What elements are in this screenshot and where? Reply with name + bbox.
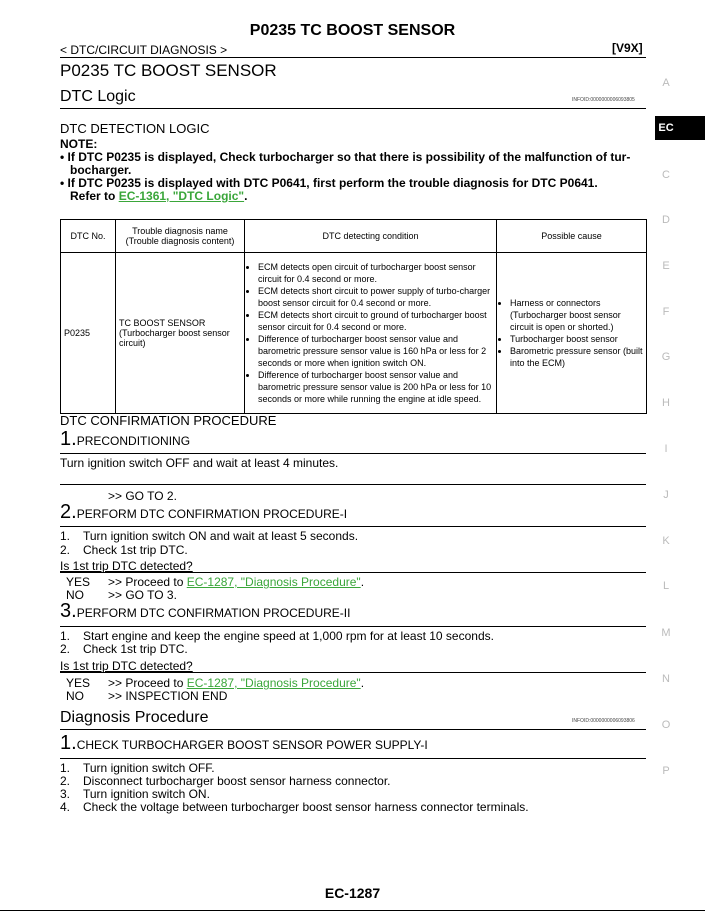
info-id: INFOID:0000000006093806 [572, 718, 635, 724]
confirmation-heading: DTC CONFIRMATION PROCEDURE [60, 413, 277, 428]
index-letter[interactable]: N [662, 673, 670, 685]
condition-item: • ECM detects short circuit to power supply of turbo-charger boost sensor circuit for 0.4 second or more. [258, 285, 493, 309]
note-2: • If DTC P0235 is displayed with DTC P0641, first perform the trouble diagnosis for DTC P0641. [60, 176, 598, 190]
header-condition: DTC detecting condition [245, 220, 497, 253]
step-2-question: Is 1st trip DTC detected? [60, 559, 193, 573]
index-letter[interactable]: D [662, 214, 670, 226]
index-letter[interactable]: A [662, 77, 670, 89]
step-2-no: NO >> GO TO 3. [66, 588, 177, 602]
step-3-item: 2. Check 1st trip DTC. [60, 642, 188, 656]
footer-divider [0, 910, 705, 911]
step-1-text: Turn ignition switch OFF and wait at least 4 minutes. [60, 456, 339, 470]
index-letter[interactable]: L [662, 580, 670, 592]
index-letter[interactable]: G [661, 351, 671, 363]
note-1-cont: bocharger. [70, 163, 132, 177]
divider [60, 453, 646, 454]
cell-condition [245, 253, 497, 414]
step-2-yes: YES >> Proceed to EC-1287, "Diagnosis Procedure". [66, 575, 365, 589]
section-title: P0235 TC BOOST SENSOR [60, 61, 277, 80]
table-header-row [61, 220, 647, 253]
step-2-item: 1. Turn ignition switch ON and wait at least 5 seconds. [60, 529, 359, 543]
diag-step-1-heading: 1.CHECK TURBOCHARGER BOOST SENSOR POWER SUPPLY-I [60, 732, 428, 754]
condition-item: • ECM detects open circuit of turbocharger boost sensor circuit for 0.4 second or more. [258, 261, 493, 285]
divider [60, 729, 646, 730]
step-2-heading: 2.PERFORM DTC CONFIRMATION PROCEDURE-I [60, 501, 348, 523]
note-label: NOTE: [60, 137, 98, 151]
table-row [61, 253, 647, 414]
dtc-table [60, 219, 647, 414]
index-letter[interactable]: H [662, 397, 670, 409]
cause-item: • Turbocharger boost sensor [510, 333, 643, 345]
diagnosis-procedure-link[interactable]: EC-1287, "Diagnosis Procedure" [186, 676, 361, 690]
diag-item: 2. Disconnect turbocharger boost sensor harness connector. [60, 774, 391, 788]
index-letter[interactable]: J [663, 489, 669, 501]
divider [60, 626, 646, 627]
note-1: • If DTC P0235 is displayed, Check turbocharger so that there is possibility of the malfunction of tur- [60, 150, 631, 164]
divider [60, 758, 646, 759]
dtc-logic-heading: DTC Logic [60, 88, 136, 105]
cell-cause [497, 253, 647, 414]
cause-item: • Harness or connectors (Turbocharger boost sensor circuit is open or shorted.) [510, 297, 643, 333]
header-dtc-no: DTC No. [61, 220, 116, 253]
condition-item: • Difference of turbocharger boost sensor value and barometric pressure sensor value is 160 hPa or less for 2 seconds or more when ignition switch ON. [258, 333, 493, 369]
info-id: INFOID:0000000006093805 [572, 97, 635, 103]
diag-item: 4. Check the voltage between turbocharger boost sensor harness connector terminals. [60, 800, 529, 814]
step-3-question: Is 1st trip DTC detected? [60, 659, 193, 673]
header-divider [60, 57, 646, 58]
index-letter[interactable]: E [662, 260, 670, 272]
index-letter[interactable]: I [664, 443, 668, 455]
header-cause: Possible cause [497, 220, 647, 253]
model-code: [V9X] [612, 41, 643, 55]
diag-item: 1. Turn ignition switch OFF. [60, 761, 215, 775]
divider [60, 526, 646, 527]
index-letter[interactable]: M [661, 627, 671, 639]
divider [60, 572, 646, 573]
detection-heading: DTC DETECTION LOGIC [60, 121, 210, 136]
step-1-heading: 1.PRECONDITIONING [60, 428, 191, 450]
page-number: EC-1287 [324, 885, 381, 901]
breadcrumb: < DTC/CIRCUIT DIAGNOSIS > [60, 43, 228, 57]
condition-item: • ECM detects short circuit to ground of turbocharger boost sensor circuit for 0.4 second or more. [258, 309, 493, 333]
diagnosis-procedure-link[interactable]: EC-1287, "Diagnosis Procedure" [186, 575, 361, 589]
divider [60, 672, 646, 673]
step-2-item: 2. Check 1st trip DTC. [60, 543, 188, 557]
page-title: P0235 TC BOOST SENSOR [249, 22, 456, 39]
index-letter[interactable]: P [662, 765, 670, 777]
header-trouble-name: Trouble diagnosis name (Trouble diagnosis content) [116, 220, 245, 253]
condition-item: • Difference of turbocharger boost sensor value and barometric pressure sensor value is 200 hPa or less for 10 seconds or more while running the engine at idle speed. [258, 369, 493, 405]
step-3-item: 1. Start engine and keep the engine speed at 1,000 rpm for at least 10 seconds. [60, 629, 494, 643]
index-letter[interactable]: K [662, 535, 670, 547]
diag-item: 3. Turn ignition switch ON. [60, 787, 210, 801]
index-tab-active[interactable]: EC [655, 116, 705, 140]
index-letter[interactable]: F [662, 306, 670, 318]
cell-dtc-no: P0235 [61, 253, 116, 414]
note-3: Refer to EC-1361, "DTC Logic". [70, 189, 248, 203]
step-1-goto: >> GO TO 2. [108, 489, 177, 503]
index-letter[interactable]: O [661, 719, 671, 731]
index-letter[interactable]: C [662, 169, 670, 181]
dtc-logic-link[interactable]: EC-1361, "DTC Logic" [118, 189, 245, 203]
cell-trouble-name: TC BOOST SENSOR (Turbocharger boost sensor circuit) [116, 253, 245, 414]
step-3-yes: YES >> Proceed to EC-1287, "Diagnosis Procedure". [66, 676, 365, 690]
divider [60, 484, 646, 485]
step-3-no: NO >> INSPECTION END [66, 689, 228, 703]
diagnosis-heading: Diagnosis Procedure [60, 709, 209, 726]
cause-item: • Barometric pressure sensor (built into the ECM) [510, 345, 643, 369]
divider [60, 108, 646, 109]
section-index [655, 0, 705, 914]
step-3-heading: 3.PERFORM DTC CONFIRMATION PROCEDURE-II [60, 600, 351, 622]
